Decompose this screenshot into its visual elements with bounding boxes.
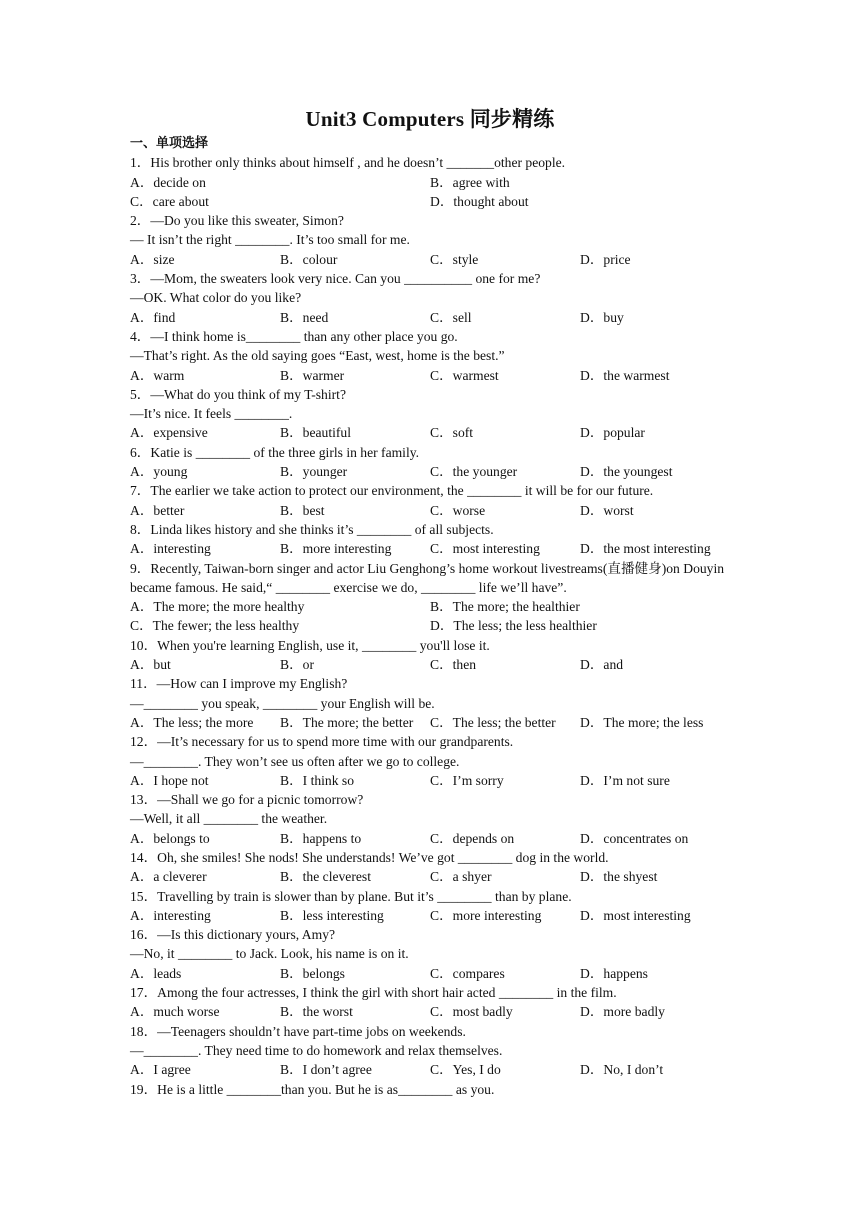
section-heading: 一、单项选择 [130,136,209,151]
answer-option[interactable]: D．No, I don’t [580,1062,664,1078]
answer-option[interactable]: C．worse [430,502,486,518]
question-stem: 12．—It’s necessary for us to spend more time with our grandparents. [130,734,514,750]
answer-option[interactable]: C．I’m sorry [430,772,504,788]
answer-options [130,308,730,327]
answer-option[interactable]: D．concentrates on [580,830,689,846]
answer-option[interactable]: A．young [130,464,188,480]
answer-option[interactable]: B．I think so [280,772,355,788]
question-stem: 15．Travelling by train is slower than by plane. But it’s ________ than by plane. [130,888,572,904]
question-dialogue-line: —Well, it all ________ the weather. [130,811,328,827]
question-item [130,153,730,211]
answer-option[interactable]: D．The less; the less healthier [430,618,597,634]
answer-option[interactable]: B．best [280,502,325,518]
question-stem: 18．—Teenagers shouldn’t have part-time jobs on weekends. [130,1023,466,1039]
answer-options [130,366,730,385]
answer-options [130,173,730,212]
answer-option[interactable]: B．more interesting [280,541,392,557]
answer-option[interactable]: A．leads [130,965,182,981]
question-item [130,790,730,848]
answer-option[interactable]: D．price [580,251,631,267]
question-stem: 16．—Is this dictionary yours, Amy? [130,927,336,943]
question-list [130,134,730,1099]
answer-option[interactable]: D．more badly [580,1004,665,1020]
question-stem: 8．Linda likes history and she thinks it’s ________ of all subjects. [130,521,494,537]
question-dialogue-line: —________ you speak, ________ your English will be. [130,695,435,711]
question-item [130,887,730,926]
question-item [130,1080,730,1099]
answer-option[interactable]: A．interesting [130,541,211,557]
answer-options [130,964,730,983]
question-item [130,848,730,887]
answer-option[interactable]: B．colour [280,251,338,267]
question-stem: 6．Katie is ________ of the three girls in her family. [130,444,420,460]
question-item [130,1022,730,1080]
answer-option[interactable]: B．or [280,657,314,673]
answer-option[interactable]: B．The more; the better [280,714,414,730]
question-stem: 11．—How can I improve my English? [130,676,348,692]
question-stem: 13．—Shall we go for a picnic tomorrow? [130,792,364,808]
answer-option[interactable]: C．The less; the better [430,714,556,730]
answer-option[interactable]: A．The more; the more healthy [130,599,305,615]
page-title: Unit3 Computers 同步精练 [305,107,555,131]
question-dialogue-line: —________. They need time to do homework and relax themselves. [130,1042,503,1058]
question-stem: 14．Oh, she smiles! She nods! She understands! We’ve got ________ dog in the world. [130,849,609,865]
answer-option[interactable]: A．belongs to [130,830,210,846]
answer-option[interactable]: D．worst [580,502,634,518]
answer-option[interactable]: C．The fewer; the less healthy [130,618,300,634]
answer-option[interactable]: C．style [430,251,479,267]
question-item [130,443,730,482]
answer-option[interactable]: D．happens [580,965,648,981]
answer-option[interactable]: D．popular [580,425,645,441]
answer-option[interactable]: B．younger [280,464,348,480]
answer-option[interactable]: B．The more; the healthier [430,599,580,615]
question-dialogue-line: — It isn’t the right ________. It’s too small for me. [130,232,410,248]
answer-option[interactable]: D．the most interesting [580,541,711,557]
answer-option[interactable]: B．less interesting [280,907,384,923]
answer-options [130,597,730,636]
answer-option[interactable]: A．interesting [130,907,211,923]
answer-options [130,1002,730,1021]
question-dialogue-line: —________. They won’t see us often after we go to college. [130,753,460,769]
question-stem: 1．His brother only thinks about himself , and he doesn’t _______other people. [130,155,566,171]
answer-option[interactable]: D．thought about [430,193,529,209]
answer-options [130,771,730,790]
answer-option[interactable]: A．decide on [130,174,206,190]
answer-option[interactable]: A．warm [130,367,185,383]
answer-options [130,539,730,558]
question-item [130,211,730,269]
answer-option[interactable]: A．better [130,502,185,518]
answer-option[interactable]: A．find [130,309,176,325]
answer-option[interactable]: D．the warmest [580,367,670,383]
answer-options [130,906,730,925]
answer-option[interactable]: D．I’m not sure [580,772,670,788]
question-item [130,269,730,327]
question-stem: 2．—Do you like this sweater, Simon? [130,213,344,229]
answer-option[interactable]: A．I hope not [130,772,209,788]
answer-option[interactable]: A．but [130,657,171,673]
answer-option[interactable]: D．and [580,657,624,673]
answer-option[interactable]: D．The more; the less [580,714,704,730]
question-stem: 19．He is a little ________than you. But he is as________ as you. [130,1081,495,1097]
answer-option[interactable]: B．the cleverest [280,869,371,885]
question-stem: 4．—I think home is________ than any other place you go. [130,328,458,344]
question-item [130,481,730,520]
answer-option[interactable]: C．sell [430,309,472,325]
question-item [130,327,730,385]
answer-option[interactable]: B．I don’t agree [280,1062,372,1078]
answer-option[interactable]: A．The less; the more [130,714,254,730]
question-dialogue-line: —It’s nice. It feels ________. [130,406,293,422]
question-stem: 5．—What do you think of my T-shirt? [130,386,346,402]
question-item [130,636,730,675]
question-stem: 10．When you're learning English, use it, ________ you'll lose it. [130,637,490,653]
answer-options [130,713,730,732]
answer-option[interactable]: A．a cleverer [130,869,207,885]
question-item [130,925,730,983]
answer-option[interactable]: B．happens to [280,830,362,846]
question-stem: 17．Among the four actresses, I think the girl with short hair acted ________ in the film. [130,985,617,1001]
answer-option[interactable]: C．then [430,657,477,673]
answer-option[interactable]: C．warmest [430,367,499,383]
answer-option[interactable]: D．the youngest [580,464,673,480]
answer-option[interactable]: C．most badly [430,1004,513,1020]
answer-option[interactable]: B．warmer [280,367,345,383]
answer-option[interactable]: B．the worst [280,1004,353,1020]
question-item [130,385,730,443]
answer-options [130,1060,730,1079]
answer-options [130,501,730,520]
answer-option[interactable]: B．agree with [430,174,510,190]
answer-option[interactable]: C．depends on [430,830,515,846]
answer-options [130,867,730,886]
answer-option[interactable]: B．beautiful [280,425,351,441]
question-item [130,983,730,1022]
answer-options [130,423,730,442]
answer-options [130,462,730,481]
answer-options [130,250,730,269]
answer-option[interactable]: A．I agree [130,1062,191,1078]
answer-option[interactable]: D．the shyest [580,869,658,885]
question-item [130,559,730,636]
question-dialogue-line: —That’s right. As the old saying goes “East, west, home is the best.” [130,348,505,364]
answer-option[interactable]: C．the younger [430,464,518,480]
answer-option[interactable]: D．most interesting [580,907,691,923]
answer-option[interactable]: A．much worse [130,1004,220,1020]
answer-option[interactable]: B．belongs [280,965,345,981]
answer-option[interactable]: C．soft [430,425,474,441]
answer-option[interactable]: C．Yes, I do [430,1062,501,1078]
answer-option[interactable]: D．buy [580,309,624,325]
answer-option[interactable]: C．more interesting [430,907,542,923]
question-stem: 7．The earlier we take action to protect our environment, the ________ it will be for our future. [130,483,654,499]
answer-option[interactable]: A．expensive [130,425,208,441]
question-item [130,520,730,559]
question-stem: 9．Recently, Taiwan-born singer and actor Liu Genghong’s home workout livestreams(直播健身)on Douyin became famous. He said,“ ________ exercise we do, ________ life we’ll have”. [130,560,725,595]
answer-option[interactable]: B．need [280,309,329,325]
answer-option[interactable]: C．care about [130,193,209,209]
question-item [130,732,730,790]
question-dialogue-line: —OK. What color do you like? [130,290,302,306]
answer-option[interactable]: C．most interesting [430,541,540,557]
answer-option[interactable]: C．compares [430,965,505,981]
question-item [130,674,730,732]
question-dialogue-line: —No, it ________ to Jack. Look, his name is on it. [130,946,409,962]
answer-options [130,829,730,848]
answer-options [130,655,730,674]
answer-option[interactable]: A．size [130,251,175,267]
answer-option[interactable]: C．a shyer [430,869,492,885]
question-stem: 3．—Mom, the sweaters look very nice. Can you __________ one for me? [130,271,541,287]
